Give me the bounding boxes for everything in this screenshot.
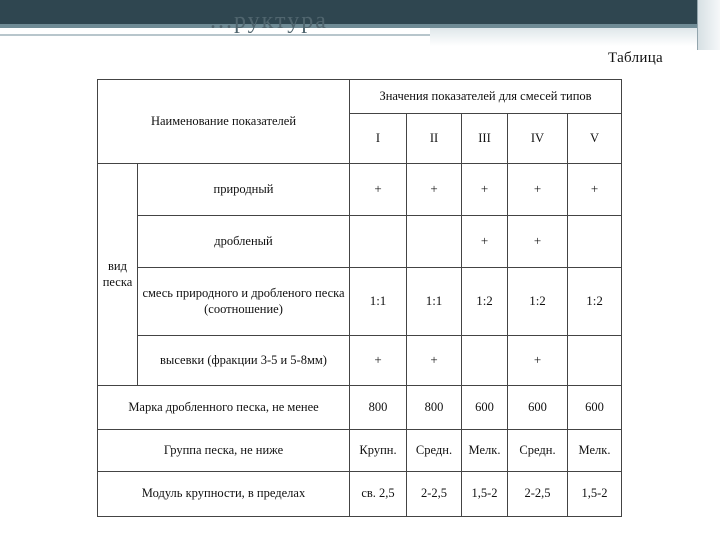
table-cell: + bbox=[407, 336, 462, 386]
slide-corner-tab bbox=[697, 0, 720, 50]
row-label: смесь природного и дробленого песка (соотношение) bbox=[138, 268, 350, 336]
table-cell: 2-2,5 bbox=[407, 472, 462, 517]
table-cell: + bbox=[508, 336, 568, 386]
table-header-row bbox=[98, 80, 622, 114]
table-cell: 1:2 bbox=[568, 268, 622, 336]
table-cell bbox=[407, 216, 462, 268]
table-cell: 1:2 bbox=[462, 268, 508, 336]
table-cell: Крупн. bbox=[350, 430, 407, 472]
table-cell: 800 bbox=[350, 386, 407, 430]
sand-type-group-label: вид песка bbox=[98, 164, 138, 386]
table-cell: Средн. bbox=[407, 430, 462, 472]
table-cell: 1,5-2 bbox=[462, 472, 508, 517]
table-cell: Средн. bbox=[508, 430, 568, 472]
slide-title-underline bbox=[430, 28, 720, 46]
table-cell: 2-2,5 bbox=[508, 472, 568, 517]
table-cell: + bbox=[462, 164, 508, 216]
type-header: V bbox=[568, 114, 622, 164]
table-cell: 1:2 bbox=[508, 268, 568, 336]
type-header: IV bbox=[508, 114, 568, 164]
table-row bbox=[98, 216, 622, 268]
table-cell: 1:1 bbox=[350, 268, 407, 336]
type-header: II bbox=[407, 114, 462, 164]
type-header: III bbox=[462, 114, 508, 164]
table-row bbox=[98, 472, 622, 517]
table-cell: + bbox=[508, 164, 568, 216]
type-header: I bbox=[350, 114, 407, 164]
row-label: Марка дробленного песка, не менее bbox=[98, 386, 350, 430]
table-cell: + bbox=[508, 216, 568, 268]
row-label: Модуль крупности, в пределах bbox=[98, 472, 350, 517]
row-label: Группа песка, не ниже bbox=[98, 430, 350, 472]
table-cell: + bbox=[568, 164, 622, 216]
table-cell bbox=[568, 336, 622, 386]
table-cell: 1:1 bbox=[407, 268, 462, 336]
specification-table bbox=[97, 79, 622, 517]
table-cell bbox=[350, 216, 407, 268]
table-row bbox=[98, 268, 622, 336]
table-cell: 600 bbox=[568, 386, 622, 430]
table-row bbox=[98, 386, 622, 430]
table-cell: 600 bbox=[462, 386, 508, 430]
table-cell: 800 bbox=[407, 386, 462, 430]
row-label: дробленый bbox=[138, 216, 350, 268]
table-cell: 600 bbox=[508, 386, 568, 430]
table-cell: + bbox=[462, 216, 508, 268]
table-row bbox=[98, 336, 622, 386]
table-cell bbox=[568, 216, 622, 268]
table-cell: + bbox=[407, 164, 462, 216]
table-row bbox=[98, 164, 622, 216]
table-cell: Мелк. bbox=[462, 430, 508, 472]
table-row bbox=[98, 430, 622, 472]
header-indicator-name: Наименование показателей bbox=[98, 80, 350, 164]
table-cell: + bbox=[350, 336, 407, 386]
table-cell: св. 2,5 bbox=[350, 472, 407, 517]
table-cell bbox=[462, 336, 508, 386]
header-values-title: Значения показателей для смесей типов bbox=[350, 80, 622, 114]
table-cell: Мелк. bbox=[568, 430, 622, 472]
table-cell: + bbox=[350, 164, 407, 216]
table-cell: 1,5-2 bbox=[568, 472, 622, 517]
row-label: природный bbox=[138, 164, 350, 216]
slide-title: ...руктура bbox=[210, 8, 328, 34]
table-caption: Таблица bbox=[608, 50, 664, 66]
slide-header-bar bbox=[0, 0, 720, 26]
row-label: высевки (фракции 3-5 и 5-8мм) bbox=[138, 336, 350, 386]
